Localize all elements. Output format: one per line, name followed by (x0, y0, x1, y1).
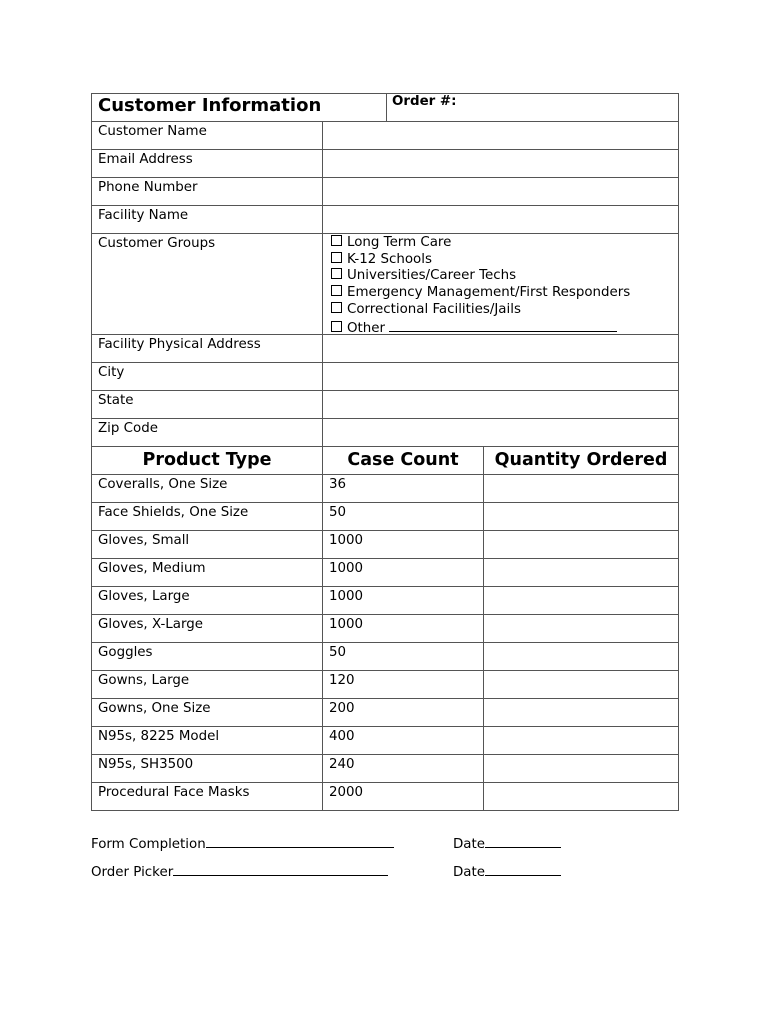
product-row (91, 643, 679, 671)
quantity-ordered-input[interactable] (484, 587, 678, 614)
quantity-ordered-input[interactable] (484, 643, 678, 670)
facility-physical-address-label: Facility Physical Address (98, 337, 261, 352)
product-row (91, 755, 679, 783)
product-row (91, 587, 679, 615)
facility-name-row (91, 206, 679, 234)
phone-number-input[interactable] (323, 178, 678, 205)
group-option-other[interactable]: Other (331, 319, 678, 338)
checkbox[interactable] (331, 252, 342, 263)
case-count: 400 (329, 729, 355, 744)
product-name: Gloves, Large (98, 589, 190, 604)
checkbox[interactable] (331, 235, 342, 246)
case-count: 240 (329, 757, 355, 772)
checkbox[interactable] (331, 268, 342, 279)
facility-name-input[interactable] (323, 206, 678, 233)
checkbox[interactable] (331, 285, 342, 296)
date-line[interactable] (485, 863, 561, 876)
facility-name-label: Facility Name (98, 208, 189, 223)
phone-number-row (91, 178, 679, 206)
product-name: Goggles (98, 645, 153, 660)
group-option-correctional[interactable]: Correctional Facilities/Jails (331, 302, 678, 319)
other-blank-line[interactable] (389, 319, 617, 332)
group-option-universities[interactable]: Universities/Career Techs (331, 268, 678, 285)
city-input[interactable] (323, 363, 678, 390)
order-picker-row (91, 863, 691, 891)
product-type-header: Product Type (142, 450, 272, 470)
form-completion-label: Form Completion (91, 837, 206, 852)
customer-groups-label: Customer Groups (98, 236, 216, 251)
quantity-ordered-input[interactable] (484, 503, 678, 530)
signature-section (91, 835, 691, 891)
case-count: 1000 (329, 561, 364, 576)
city-row (91, 363, 679, 391)
product-row (91, 531, 679, 559)
section-title: Customer Information (98, 95, 322, 116)
customer-name-row (91, 122, 679, 150)
quantity-ordered-input[interactable] (484, 783, 678, 810)
checkbox[interactable] (331, 302, 342, 313)
quantity-ordered-input[interactable] (484, 699, 678, 726)
email-address-input[interactable] (323, 150, 678, 177)
state-row (91, 391, 679, 419)
case-count: 1000 (329, 533, 364, 548)
order-form (91, 93, 679, 811)
state-input[interactable] (323, 391, 678, 418)
checkbox[interactable] (331, 321, 342, 332)
product-header-row (91, 447, 679, 475)
form-completion-line[interactable] (206, 835, 394, 848)
group-option-emergency-management[interactable]: Emergency Management/First Responders (331, 285, 678, 302)
product-name: Coveralls, One Size (98, 477, 228, 492)
group-option-k12-schools[interactable]: K-12 Schools (331, 252, 678, 269)
product-name: Gloves, Medium (98, 561, 206, 576)
zip-code-row (91, 419, 679, 447)
form-completion-row (91, 835, 691, 863)
zip-code-input[interactable] (323, 419, 678, 446)
customer-groups-row (91, 234, 679, 335)
case-count: 200 (329, 701, 355, 716)
product-name: N95s, SH3500 (98, 757, 194, 772)
quantity-ordered-input[interactable] (484, 671, 678, 698)
product-name: Gowns, Large (98, 673, 190, 688)
quantity-ordered-input[interactable] (484, 727, 678, 754)
quantity-ordered-input[interactable] (484, 615, 678, 642)
customer-name-input[interactable] (323, 122, 678, 149)
quantity-ordered-input[interactable] (484, 755, 678, 782)
product-row (91, 615, 679, 643)
case-count: 120 (329, 673, 355, 688)
product-name: Gloves, X-Large (98, 617, 203, 632)
case-count: 1000 (329, 589, 364, 604)
order-picker-label: Order Picker (91, 865, 174, 880)
quantity-ordered-input[interactable] (484, 531, 678, 558)
date-line[interactable] (485, 835, 561, 848)
date-label: Date (453, 865, 486, 880)
product-row (91, 727, 679, 755)
facility-physical-address-row (91, 335, 679, 363)
customer-groups-options (323, 234, 678, 334)
product-name: Gowns, One Size (98, 701, 211, 716)
case-count: 50 (329, 645, 347, 660)
quantity-ordered-header: Quantity Ordered (494, 450, 668, 470)
case-count: 36 (329, 477, 347, 492)
product-name: Gloves, Small (98, 533, 190, 548)
order-picker-line[interactable] (173, 863, 388, 876)
product-name: Face Shields, One Size (98, 505, 249, 520)
case-count: 2000 (329, 785, 364, 800)
product-name: N95s, 8225 Model (98, 729, 220, 744)
state-label: State (98, 393, 134, 408)
case-count-header: Case Count (347, 450, 459, 470)
product-row (91, 475, 679, 503)
email-address-row (91, 150, 679, 178)
quantity-ordered-input[interactable] (484, 475, 678, 502)
email-address-label: Email Address (98, 152, 193, 167)
product-row (91, 699, 679, 727)
product-row (91, 559, 679, 587)
facility-physical-address-input[interactable] (323, 335, 678, 362)
quantity-ordered-input[interactable] (484, 559, 678, 586)
phone-number-label: Phone Number (98, 180, 198, 195)
case-count: 1000 (329, 617, 364, 632)
order-number-field[interactable]: Order #: (392, 94, 457, 109)
product-row (91, 671, 679, 699)
case-count: 50 (329, 505, 347, 520)
zip-code-label: Zip Code (98, 421, 158, 436)
customer-name-label: Customer Name (98, 124, 207, 139)
group-option-long-term-care[interactable]: Long Term Care (331, 235, 678, 252)
product-name: Procedural Face Masks (98, 785, 250, 800)
product-row (91, 783, 679, 811)
city-label: City (98, 365, 125, 380)
product-row (91, 503, 679, 531)
customer-info-header-row (91, 93, 679, 122)
date-label: Date (453, 837, 486, 852)
